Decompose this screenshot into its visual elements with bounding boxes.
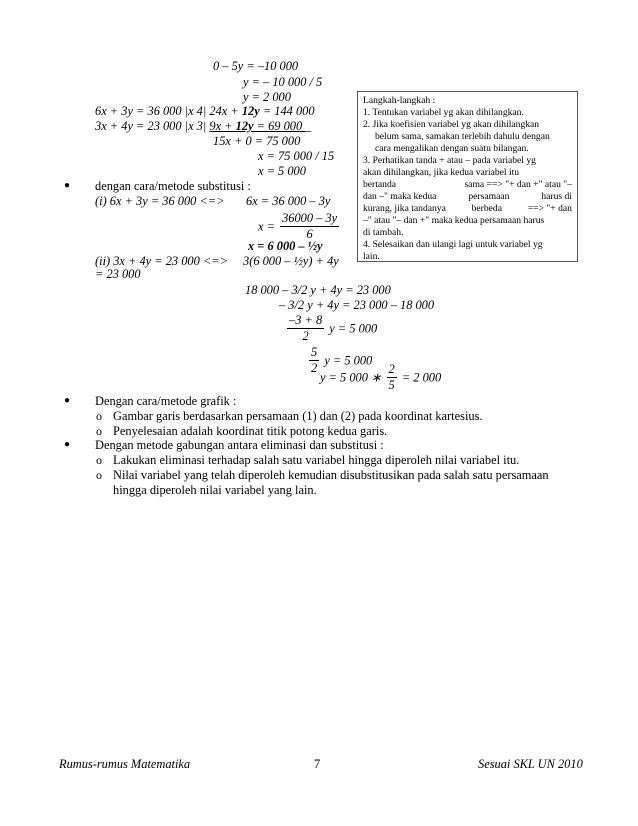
- langkah-step-3: 3. Perhatikan tanda + atau – pada variabel yg: [363, 155, 536, 166]
- subst-x-result: x = 6 000 – ½y: [248, 239, 323, 253]
- elim-line-5: 3x + 4y = 23 000 |x 3| 9x + 12y = 69 000 _: [95, 119, 312, 133]
- frac3-numerator: 5: [311, 345, 318, 359]
- subst-ii-left: (ii) 3x + 4y = 23 000 <=>: [95, 254, 228, 268]
- bullet-icon: ●: [64, 395, 71, 406]
- footer-skl: Sesuai SKL UN 2010: [478, 757, 583, 771]
- bullet-icon: ●: [64, 180, 71, 191]
- elim-line-4: 6x + 3y = 36 000 |x 4| 24x + 12y = 144 000: [95, 104, 315, 118]
- gabungan-heading: Dengan metode gabungan antara eliminasi dan substitusi :: [95, 438, 384, 452]
- subst-ii-cont: = 23 000: [95, 267, 141, 281]
- circle-bullet-icon: o: [96, 424, 102, 438]
- langkah-step-3-e: kurang, jika tandanya berbeda ==> "+ dan: [363, 203, 572, 214]
- langkah-step-2-cont: belum sama, samakan terlebih dahulu dengan: [375, 131, 550, 142]
- langkah-title: Langkah-langkah :: [363, 95, 436, 106]
- frac4-denominator: 5: [388, 378, 395, 392]
- gabungan-item-1: Lakukan eliminasi terhadap salah satu variabel hingga diperoleh nilai variabel itu.: [113, 453, 520, 467]
- elim-line-3: y = 2 000: [243, 90, 291, 104]
- elim-line-6: 15x + 0 = 75 000: [213, 134, 301, 148]
- frac4-numerator: 2: [388, 362, 395, 376]
- frac1-denominator: 6: [306, 227, 313, 241]
- subst-final: y = 5 000 ∗ $\frac{2}{5}$ = 2 000: [320, 362, 442, 392]
- gabungan-item-2-cont: hingga diperoleh nilai variabel yang lain.: [113, 483, 317, 497]
- langkah-step-2: 2. Jika koefisien variabel yg akan dihilangkan: [363, 119, 540, 130]
- langkah-step-3-b: akan dihilangkan, jika kedua variabel itu: [363, 167, 520, 178]
- subst-step-4: $\frac{5}{2}$ y = 5 000: [311, 345, 373, 375]
- langkah-step-3-d: dan –" maka kedua persamaan harus di: [363, 191, 572, 202]
- langkah-step-3-f: –" atau "– dan +" maka kedua persamaan harus: [363, 215, 545, 226]
- circle-bullet-icon: o: [96, 468, 102, 482]
- langkah-step-4: 4. Selesaikan dan ulangi lagi untuk variabel yg: [363, 239, 543, 250]
- frac2-denominator: 2: [302, 329, 309, 343]
- grafik-item-1: Gambar garis berdasarkan persamaan (1) dan (2) pada koordinat kartesius.: [113, 409, 483, 423]
- subst-step-1: 18 000 – 3/2 y + 4y = 23 000: [245, 283, 391, 297]
- circle-bullet-icon: o: [96, 453, 102, 467]
- subst-ii-right: 3(6 000 – ½y) + 4y: [243, 254, 339, 268]
- frac1-numerator: 36000 – 3y: [282, 211, 338, 225]
- langkah-box: [357, 91, 578, 262]
- subst-i-left: (i) 6x + 3y = 36 000 <=>: [95, 194, 225, 208]
- frac2-numerator: –3 + 8: [289, 313, 323, 327]
- circle-bullet-icon: o: [96, 409, 102, 423]
- subst-x-eq: x = $\frac{36000 - 3y}{6}$: [258, 211, 338, 241]
- subst-step-3: $\frac{-3 + 8}{2}$ y = 5 000: [289, 313, 378, 343]
- bullet-icon: ●: [64, 439, 71, 450]
- gabungan-item-2: Nilai variabel yang telah diperoleh kemudian disubstitusikan pada salah satu persamaan: [113, 468, 549, 482]
- grafik-item-2: Penyelesaian adalah koordinat titik potong kedua garis.: [113, 424, 388, 438]
- footer-title: Rumus-rumus Matematika: [59, 757, 191, 771]
- elim-line-8: x = 5 000: [258, 164, 306, 178]
- langkah-step-3-g: di tambah.: [363, 227, 404, 238]
- elim-line-1: 0 – 5y = –10 000: [213, 59, 299, 73]
- substitusi-heading: dengan cara/metode substitusi :: [95, 179, 251, 193]
- grafik-heading: Dengan cara/metode grafik :: [95, 394, 237, 408]
- page-number: 7: [314, 757, 321, 771]
- langkah-step-3-c: bertanda sama ==> "+ dan +" atau "–: [363, 179, 572, 190]
- langkah-step-2-cont2: cara mengalikan dengan suatu bilangan.: [375, 143, 529, 154]
- subst-i-right: 6x = 36 000 – 3y: [246, 194, 331, 208]
- elim-line-2: y = – 10 000 / 5: [243, 75, 323, 89]
- langkah-step-4-b: lain.: [363, 251, 380, 262]
- subst-step-2: – 3/2 y + 4y = 23 000 – 18 000: [279, 298, 435, 312]
- elim-line-7: x = 75 000 / 15: [258, 149, 335, 163]
- frac3-denominator: 2: [311, 361, 318, 375]
- langkah-step-1: 1. Tentukan variabel yg akan dihilangkan.: [363, 107, 524, 118]
